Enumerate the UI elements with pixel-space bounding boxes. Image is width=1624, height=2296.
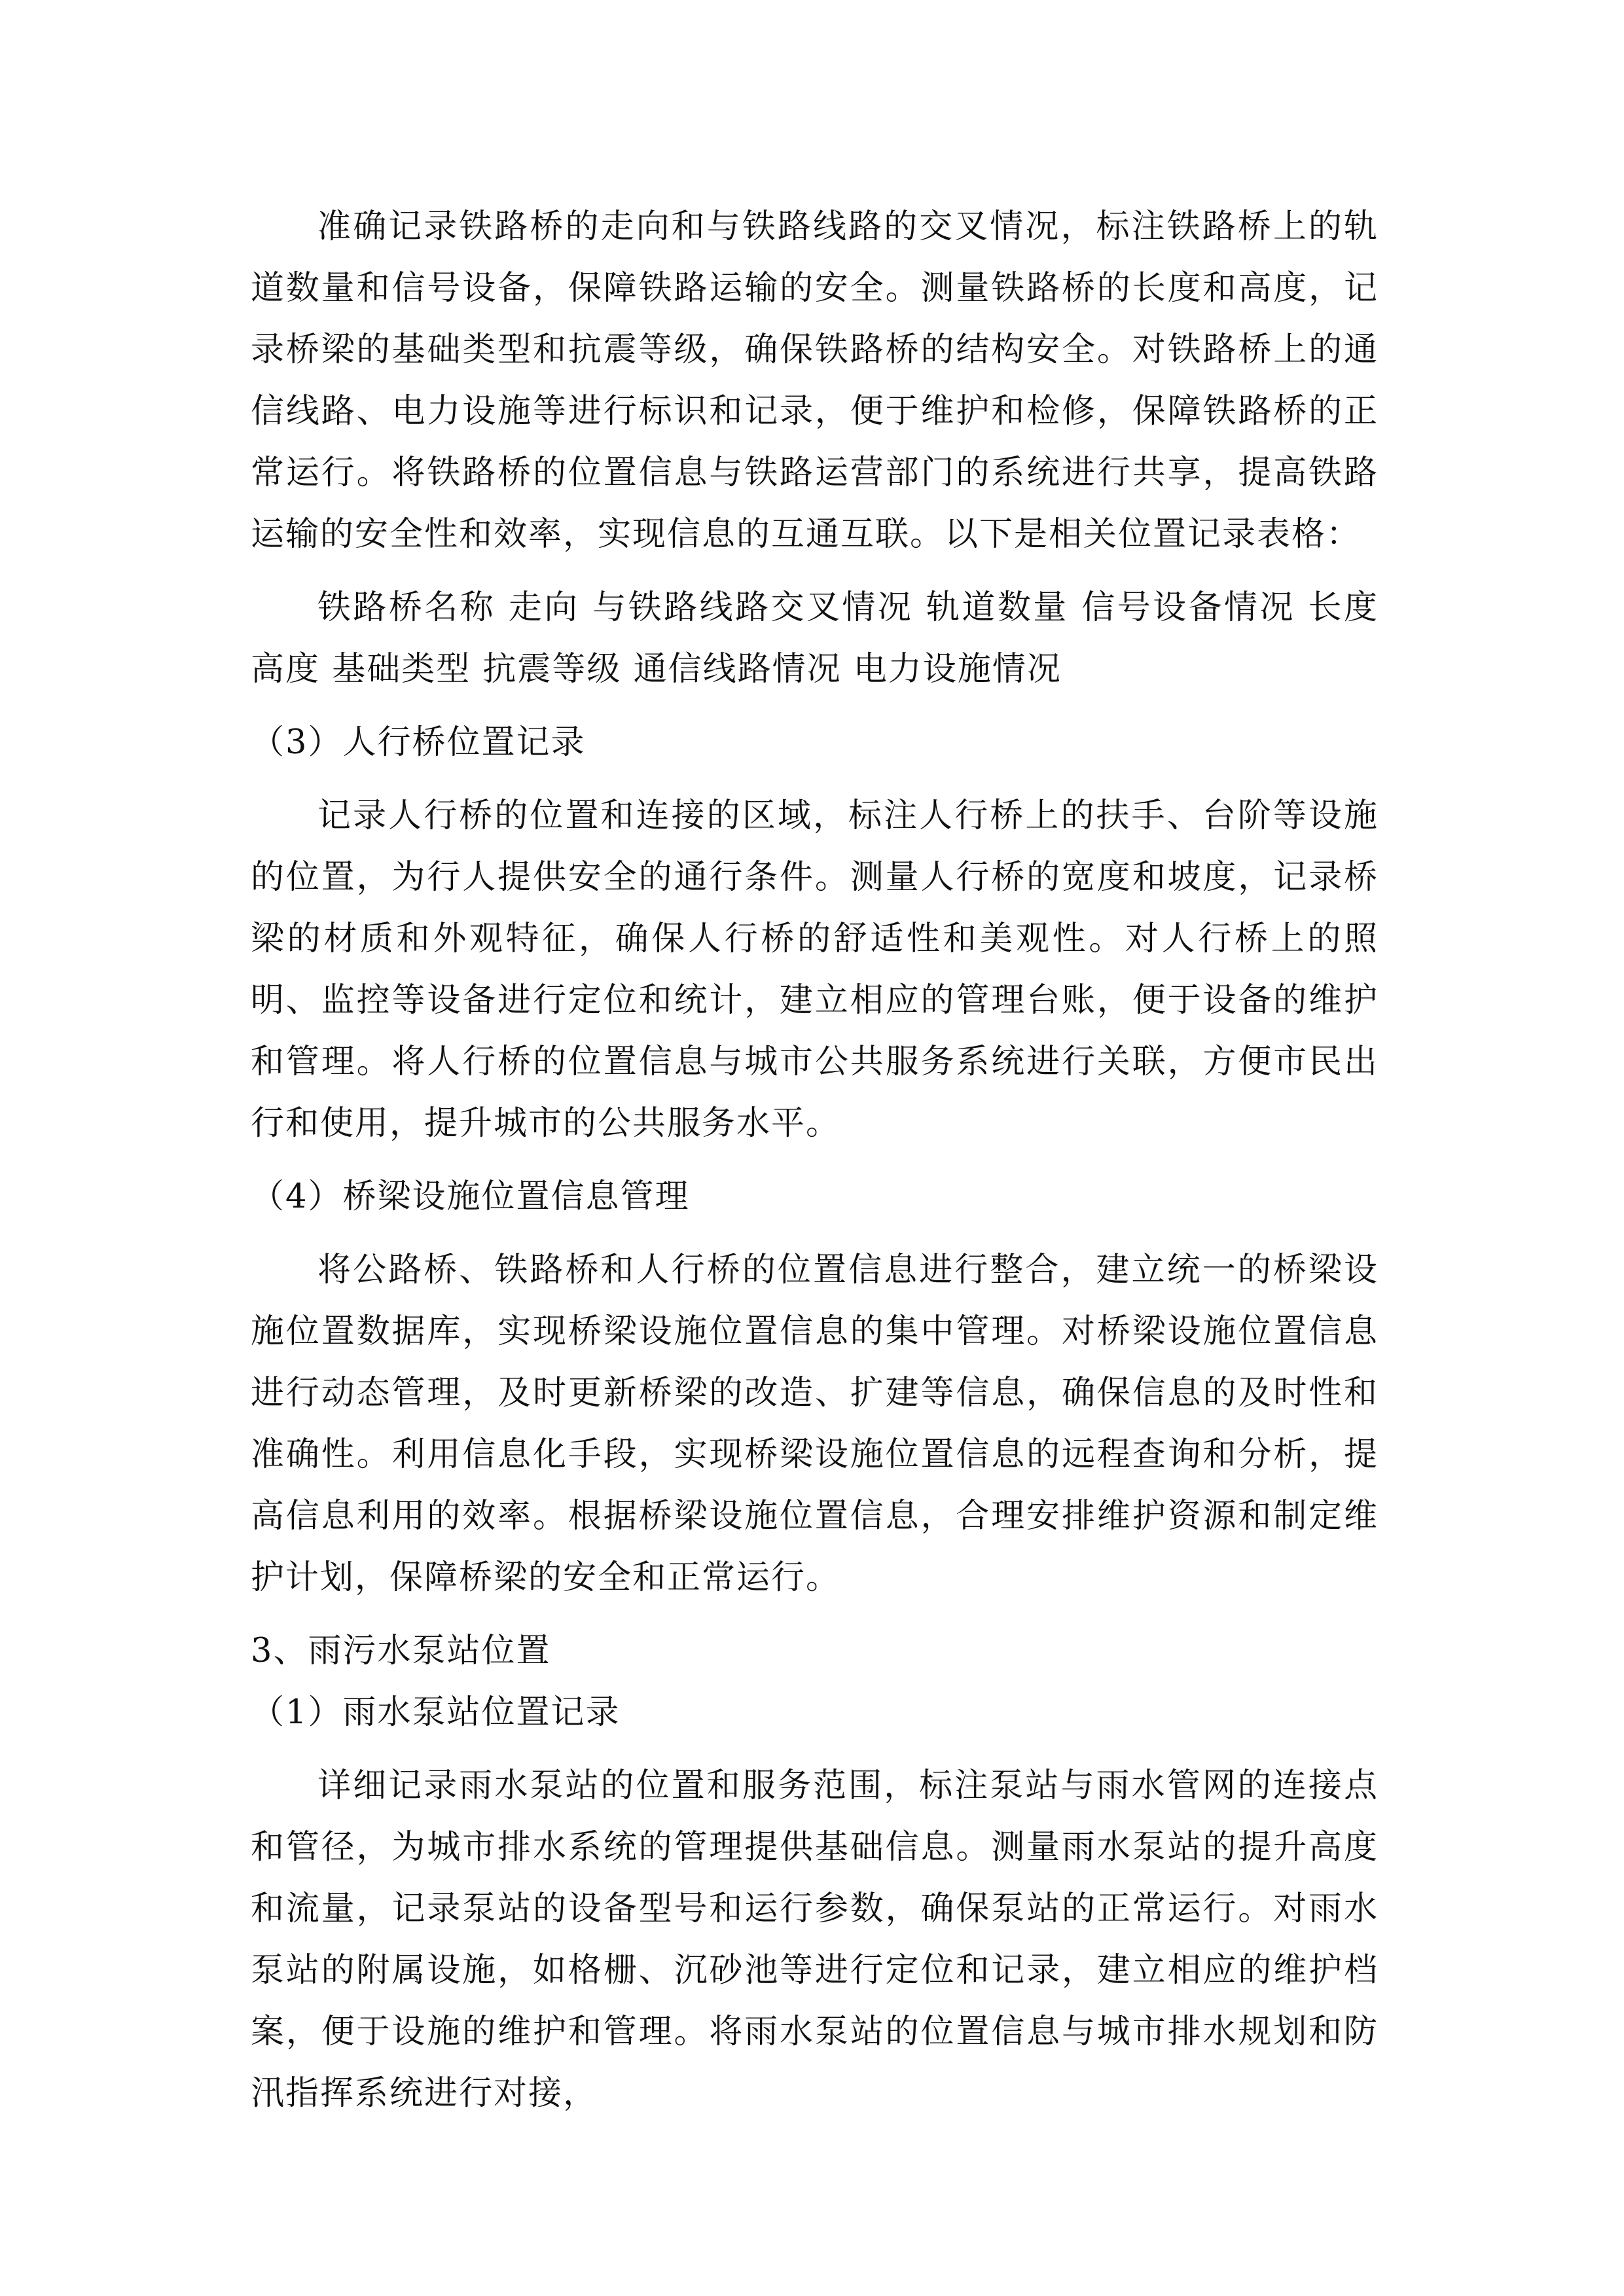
paragraph-pedestrian-bridge-record: 记录人行桥的位置和连接的区域，标注人行桥上的扶手、台阶等设施的位置，为行人提供安全的通行条件。测量人行桥的宽度和坡度，记录桥梁的材质和外观特征，确保人行桥的舒适性和美观性。对人行桥上的照明、监控等设备进行定位和统计，建立相应的管理台账，便于设备的维护和管理。将人行桥的位置信息与城市公共服务系统进行关联，方便市民出行和使用，提升城市的公共服务水平。 [251,797,1379,1143]
paragraph-rain-pump-station-record: 详细记录雨水泵站的位置和服务范围，标注泵站与雨水管网的连接点和管径，为城市排水系统的管理提供基础信息。测量雨水泵站的提升高度和流量，记录泵站的设备型号和运行参数，确保泵站的正常运行。对雨水泵站的附属设施，如格栅、沉砂池等进行定位和记录，建立相应的维护档案，便于设施的维护和管理。将雨水泵站的位置信息与城市排水规划和防汛指挥系统进行对接， [251,1767,1379,2113]
paragraph-railway-bridge-record: 准确记录铁路桥的走向和与铁路线路的交叉情况，标注铁路桥上的轨道数量和信号设备，保障铁路运输的安全。测量铁路桥的长度和高度，记录桥梁的基础类型和抗震等级，确保铁路桥的结构安全。对铁路桥上的通信线路、电力设施等进行标识和记录，便于维护和检修，保障铁路桥的正常运行。将铁路桥的位置信息与铁路运营部门的系统进行共享，提高铁路运输的安全性和效率，实现信息的互通互联。以下是相关位置记录表格： [251,207,1379,554]
heading-rain-pump-station: （1）雨水泵站位置记录 [251,1693,621,1732]
paragraph-bridge-info-management: 将公路桥、铁路桥和人行桥的位置信息进行整合，建立统一的桥梁设施位置数据库，实现桥梁设施位置信息的集中管理。对桥梁设施位置信息进行动态管理，及时更新桥梁的改造、扩建等信息，确保信息的及时性和准确性。利用信息化手段，实现桥梁设施位置信息的远程查询和分析，提高信息利用的效率。根据桥梁设施位置信息，合理安排维护资源和制定维护计划，保障桥梁的安全和正常运行。 [251,1251,1379,1597]
paragraph-railway-bridge-table-fields: 铁路桥名称 走向 与铁路线路交叉情况 轨道数量 信号设备情况 长度 高度 基础类型 抗震等级 通信线路情况 电力设施情况 [251,588,1379,689]
document-body [251,196,1379,2125]
heading-bridge-info-management: （4）桥梁设施位置信息管理 [251,1177,690,1216]
heading-pedestrian-bridge: （3）人行桥位置记录 [251,723,586,762]
heading-pump-station-section: 3、雨污水泵站位置 [251,1632,551,1670]
